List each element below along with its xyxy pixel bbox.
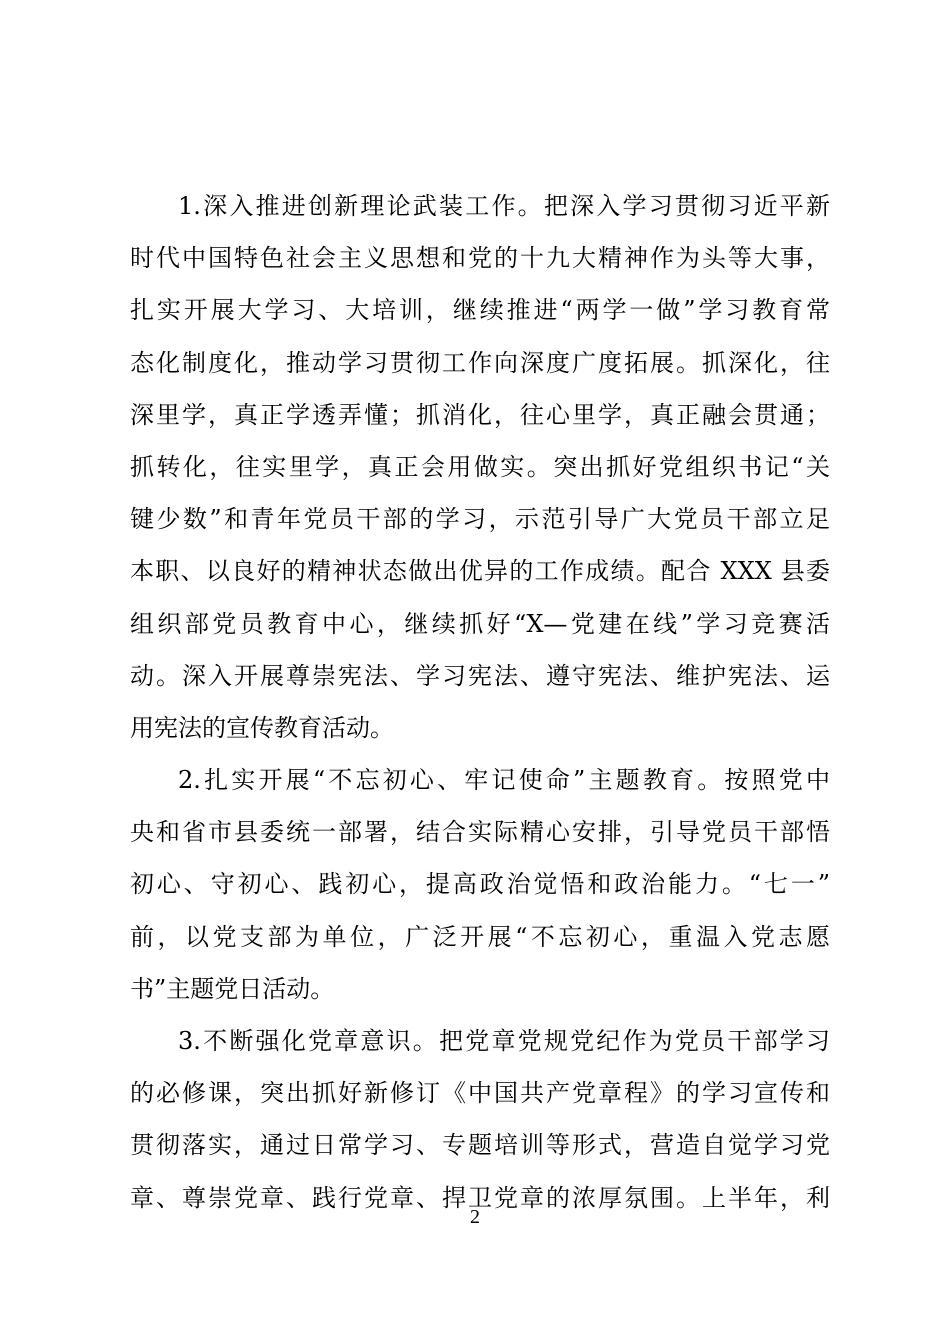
text-line: 扎实开展大学习、大培训，继续推进“两学一做”学习教育常	[130, 296, 830, 325]
body-text	[130, 180, 830, 1224]
text-line: 3.不断强化党章意识。把党章党规党纪作为党员干部学习	[178, 1027, 830, 1055]
text-line: 初心、守初心、践初心，提高政治觉悟和政治能力。“七一”	[130, 870, 830, 899]
text-line: 态化制度化，推动学习贯彻工作向深度广度拓展。抓深化，往	[130, 348, 830, 377]
text-line: 本职、以良好的精神状态做出优异的工作成绩。配合 XXX 县委	[130, 557, 830, 586]
text-line: 的必修课，突出抓好新修订《中国共产党章程》的学习宣传和	[130, 1079, 830, 1108]
text-line: 组织部党员教育中心，继续抓好“X—党建在线”学习竞赛活	[130, 609, 830, 638]
text-line: 2.扎实开展“不忘初心、牢记使命”主题教育。按照党中	[178, 766, 830, 795]
text-line: 央和省市县委统一部署，结合实际精心安排，引导党员干部悟	[130, 818, 830, 847]
text-line: 用宪法的宣传教育活动。	[130, 713, 394, 742]
text-line: 键少数”和青年党员干部的学习，示范引导广大党员干部立足	[130, 505, 830, 534]
text-line: 抓转化，往实里学，真正会用做实。突出抓好党组织书记“关	[130, 452, 830, 481]
text-line: 1.深入推进创新理论武装工作。把深入学习贯彻习近平新	[178, 192, 830, 220]
text-line: 章、尊崇党章、践行党章、捍卫党章的浓厚氛围。上半年，利	[130, 1183, 830, 1212]
text-line: 书”主题党日活动。	[130, 974, 335, 1003]
text-line: 时代中国特色社会主义思想和党的十九大精神作为头等大事，	[130, 244, 830, 273]
text-line: 动。深入开展尊崇宪法、学习宪法、遵守宪法、维护宪法、运	[130, 661, 830, 690]
text-line: 前，以党支部为单位，广泛开展“不忘初心，重温入党志愿	[130, 922, 830, 951]
page-number: 2	[470, 1206, 480, 1228]
text-line: 深里学，真正学透弄懂；抓消化，往心里学，真正融会贯通；	[130, 400, 830, 429]
text-line: 贯彻落实，通过日常学习、专题培训等形式，营造自觉学习党	[130, 1131, 830, 1160]
